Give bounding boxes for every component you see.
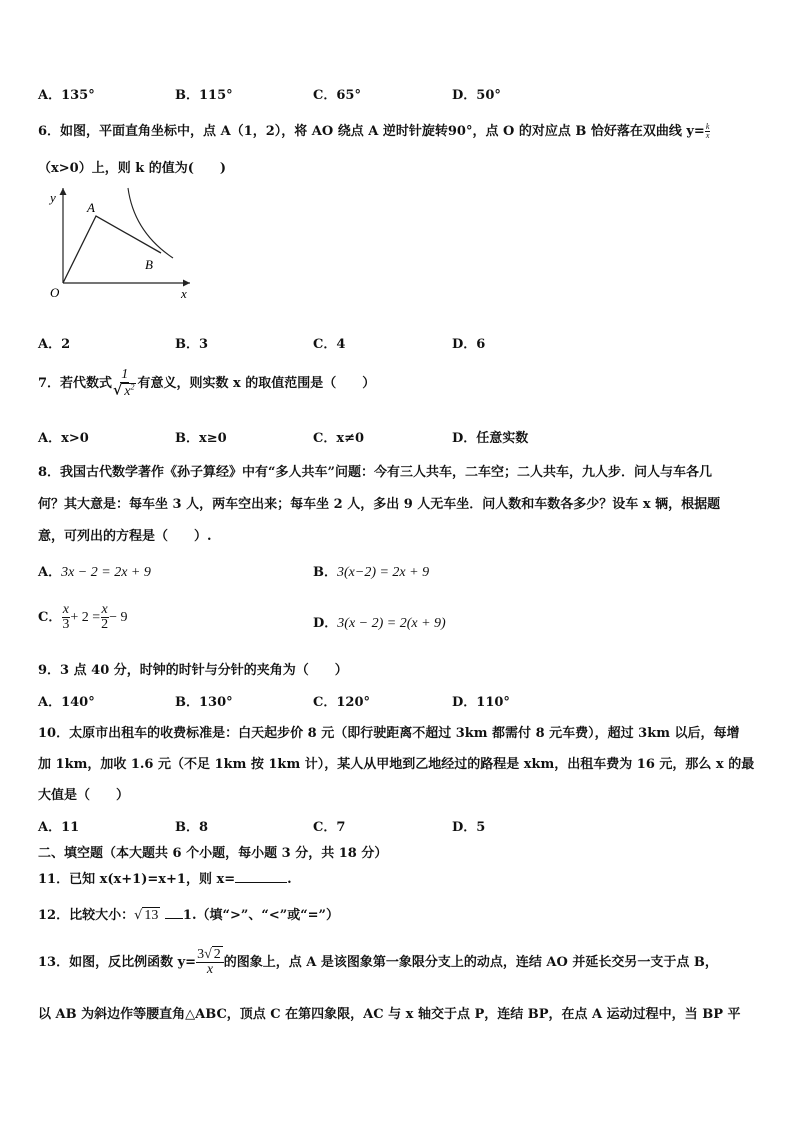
q5-option-b[interactable]: B．115° [175, 88, 233, 103]
q11-prefix: 11．已知 x(x+1)=x+1，则 x= [38, 872, 236, 887]
q7-stem [38, 368, 375, 399]
q12-answer-blank[interactable] [165, 906, 183, 919]
q7-fraction [112, 368, 137, 399]
q6-option-c[interactable]: C．4 [313, 337, 346, 352]
label-o: O [50, 285, 60, 300]
q8-option-c-label: C． [38, 610, 62, 625]
q13-suffix: 的图象上，点 A 是该图象第一象限分支上的动点，连结 AO 并延长交另一支于点 B， [223, 955, 718, 970]
label-a: A [87, 200, 95, 215]
q8-option-b-label: B． [313, 565, 337, 580]
q8-option-b[interactable] [313, 561, 429, 581]
q8-option-d[interactable] [313, 612, 446, 632]
q8-option-c-frac1 [61, 603, 70, 632]
q8-option-d-eq: 3(x − 2) = 2(x + 9) [337, 616, 446, 631]
q8-c-tail: − 9 [109, 610, 128, 625]
label-y: y [50, 190, 56, 205]
q6-option-a[interactable]: A．2 [38, 337, 71, 352]
q8-option-b-eq: 3(x−2) = 2x + 9 [337, 565, 430, 580]
q7-option-c[interactable]: C．x≠0 [313, 431, 365, 446]
q6-frac-num: k [705, 122, 710, 131]
q8-stem-line3: 意，可列出的方程是（ ）. [38, 529, 212, 544]
q6-stem-line1 [38, 120, 710, 140]
q11-answer-blank[interactable] [235, 870, 287, 883]
q10-stem-line1: 10．太原市出租车的收费标准是：白天起步价 8 元（即行驶距离不超过 3km 都需付 8 元车费），超过 3km 以后，每增 [38, 726, 740, 741]
q13-fraction [196, 948, 224, 977]
q8-option-a-label: A． [38, 565, 62, 580]
q10-option-a[interactable]: A．11 [38, 820, 80, 835]
q12-prefix: 12．比较大小： [38, 908, 135, 923]
q6-frac-den: x [705, 131, 710, 140]
q8-option-c[interactable] [38, 603, 128, 632]
q7-radicand [122, 383, 136, 399]
q8-option-a[interactable] [38, 561, 151, 581]
q9-option-c[interactable]: C．120° [313, 695, 370, 710]
q12-radicand: 13 [144, 908, 159, 923]
q7-frac-num: 1 [121, 367, 129, 382]
q13-prefix: 13．如图，反比例函数 y= [38, 955, 197, 970]
q7-suffix: 有意义，则实数 x 的取值范围是（ ） [137, 375, 376, 391]
q13-stem-line2: 以 AB 为斜边作等腰直角△ABC，顶点 C 在第四象限，AC 与 x 轴交于点 P，连结 BP，在点 A 运动过程中，当 BP 平 [38, 1007, 741, 1022]
q7-prefix: 7．若代数式 [38, 375, 113, 391]
q13-num-rad: 2 [213, 947, 221, 962]
question-12 [38, 904, 339, 924]
q5-option-c[interactable]: C．65° [313, 88, 361, 103]
q8-c-den1: 3 [62, 617, 70, 632]
q8-option-a-eq: 3x − 2 = 2x + 9 [61, 565, 151, 580]
q7-option-a[interactable]: A．x>0 [38, 431, 89, 446]
q10-option-c[interactable]: C．7 [313, 820, 346, 835]
q9-option-a[interactable]: A．140° [38, 695, 95, 710]
q8-c-num1: x [62, 602, 69, 617]
q6-fraction [705, 123, 711, 140]
q10-option-d[interactable]: D．5 [452, 820, 486, 835]
q11-suffix: . [287, 872, 292, 887]
q12-sqrt-sign: √ [134, 908, 143, 923]
q8-option-c-frac2 [100, 603, 109, 632]
q6-option-b[interactable]: B．3 [175, 337, 209, 352]
q13-frac-den: x [206, 962, 214, 977]
q8-stem-line2: 何？其大意是：每车坐 3 人，两车空出来；每车坐 2 人，多出 9 人无车坐．问人数和车数各多少？设车 x 辆，根据题 [38, 497, 721, 512]
segment-oab [63, 216, 161, 283]
q7-frac-den: x [124, 383, 131, 399]
label-b: B [145, 257, 153, 272]
q9-option-b[interactable]: B．130° [175, 695, 233, 710]
q13-num-coef: 3 [197, 947, 205, 962]
q8-stem-line1: 8．我国古代数学著作《孙子算经》中有“多人共车”问题：今有三人共车，二车空；二人共车，九人步．问人与车各几 [38, 465, 713, 480]
q6-option-d[interactable]: D．6 [452, 337, 486, 352]
q13-frac-num: 3√ 2 [196, 948, 224, 963]
q9-option-d[interactable]: D．110° [452, 695, 510, 710]
q9-stem: 9．3 点 40 分，时钟的时针与分针的夹角为（ ） [38, 663, 348, 678]
q12-middle: 1.（填“>”、“<”或“=”） [182, 908, 340, 923]
q5-option-d[interactable]: D．50° [452, 88, 501, 103]
q7-option-b[interactable]: B．x≥0 [175, 431, 227, 446]
q7-frac-exp: 2 [130, 382, 135, 391]
q8-option-d-label: D． [313, 616, 338, 631]
q6-figure [38, 180, 198, 305]
q10-option-b[interactable]: B．8 [175, 820, 209, 835]
q5-option-a[interactable]: A．135° [38, 88, 95, 103]
q10-stem-line2: 加 1km，加收 1.6 元（不足 1km 按 1km 计），某人从甲地到乙地经过的路程是 xkm，出租车费为 16 元，那么 x 的最 [38, 757, 755, 772]
q7-frac-den-wrap: √ $x^2$ [113, 382, 135, 399]
q13-stem-line1 [38, 948, 718, 977]
q8-c-num2: x [101, 602, 108, 617]
section-2-title: 二、填空题（本大题共 6 个小题，每小题 3 分，共 18 分） [38, 846, 388, 861]
q8-c-den2: 2 [101, 617, 109, 632]
q8-c-mid: + 2 = [70, 610, 101, 625]
q6-stem-text: 6．如图，平面直角坐标中，点 A（1，2），将 AO 绕点 A 逆时针旋转90°，点 O 的对应点 B 恰好落在双曲线 y= [38, 124, 705, 139]
q7-option-d[interactable]: D．任意实数 [452, 431, 529, 446]
label-x: x [181, 286, 187, 301]
q10-stem-line3: 大值是（ ） [38, 788, 130, 803]
q6-stem-line2: （x>0）上，则 k 的值为( ) [38, 161, 227, 176]
question-11 [38, 868, 292, 887]
